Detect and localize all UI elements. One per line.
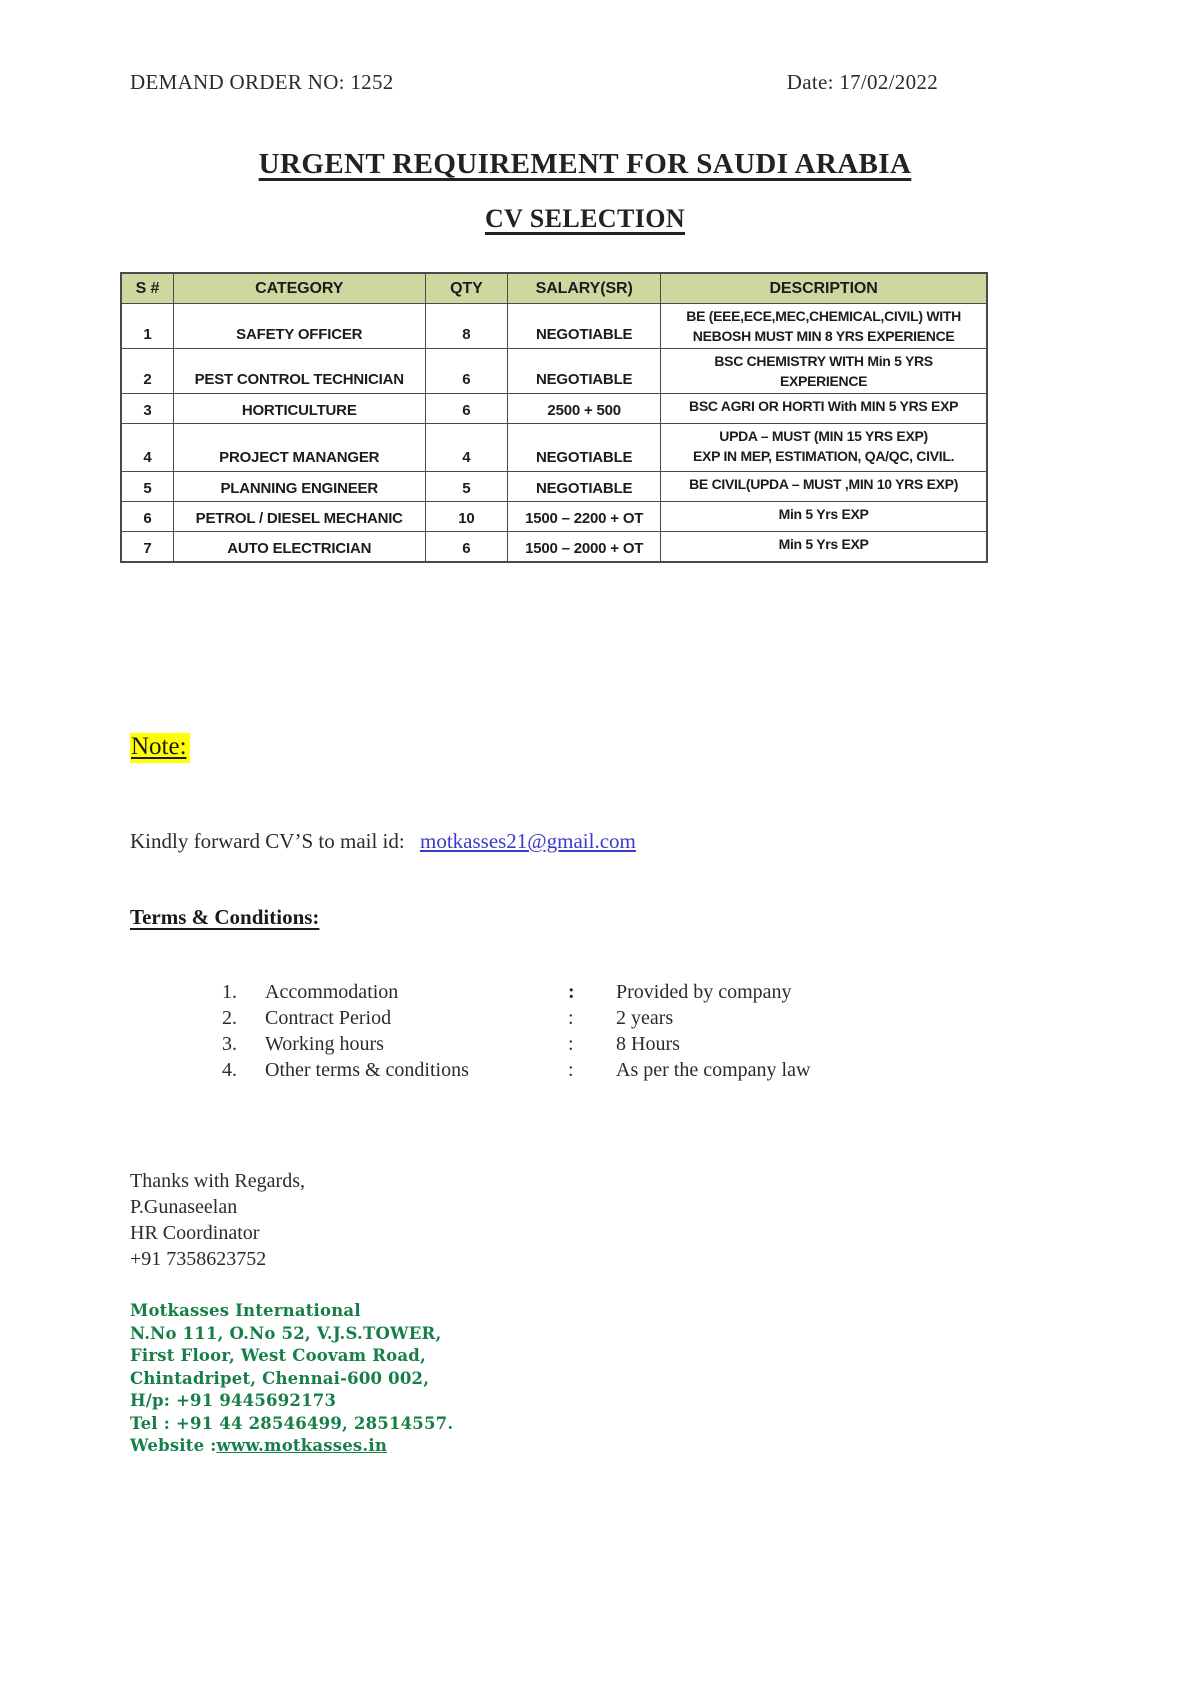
document-date: Date: 17/02/2022 xyxy=(786,70,938,94)
cell-qty: 10 xyxy=(425,502,508,532)
cell-description xyxy=(661,349,987,394)
terms-item-value: 2 years xyxy=(616,1007,674,1029)
cell-sno: 4 xyxy=(121,424,173,472)
header-qty: QTY xyxy=(425,273,508,304)
terms-item-number: 4. xyxy=(222,1059,237,1081)
cell-salary: NEGOTIABLE xyxy=(508,424,661,472)
description-line: UPDA – MUST (MIN 15 YRS EXP) xyxy=(719,428,928,444)
signature-name: P.Gunaseelan xyxy=(130,1196,238,1218)
cv-forward-text: Kindly forward CV’S to mail id: xyxy=(130,829,410,853)
jobs-table xyxy=(120,272,988,563)
main-title: URGENT REQUIREMENT FOR SAUDI ARABIA xyxy=(258,148,912,180)
cell-salary: 1500 – 2000 + OT xyxy=(508,532,661,562)
description-line: Min 5 Yrs EXP xyxy=(778,536,869,552)
table-row xyxy=(121,424,987,472)
terms-item xyxy=(222,979,810,1005)
website-label: Website : xyxy=(130,1436,217,1455)
subtitle: CV SELECTION xyxy=(484,204,686,233)
cell-qty: 8 xyxy=(425,304,508,349)
signature-regards: Thanks with Regards, xyxy=(130,1170,305,1192)
table-row xyxy=(121,349,987,394)
cell-qty: 6 xyxy=(425,532,508,562)
description-line: Min 5 Yrs EXP xyxy=(778,506,869,522)
description-line: EXPERIENCE xyxy=(779,373,868,389)
company-website-line xyxy=(130,1435,453,1458)
company-name: Motkasses International xyxy=(130,1301,361,1320)
signature-role: HR Coordinator xyxy=(130,1222,260,1244)
table-row xyxy=(121,502,987,532)
header-description: DESCRIPTION xyxy=(661,273,987,304)
terms-item-value: 8 Hours xyxy=(616,1033,680,1055)
cell-salary: NEGOTIABLE xyxy=(508,472,661,502)
cell-sno: 6 xyxy=(121,502,173,532)
header-category: CATEGORY xyxy=(173,273,425,304)
terms-item-colon: : xyxy=(568,981,575,1003)
cv-forward-line xyxy=(130,829,636,854)
terms-item-label: Other terms & conditions xyxy=(265,1059,469,1081)
signature-phone: +91 7358623752 xyxy=(130,1248,267,1270)
cell-sno: 3 xyxy=(121,394,173,424)
description-line: BE CIVIL(UPDA – MUST ,MIN 10 YRS EXP) xyxy=(689,476,959,492)
cell-salary: 2500 + 500 xyxy=(508,394,661,424)
table-row xyxy=(121,394,987,424)
header-salary: SALARY(SR) xyxy=(508,273,661,304)
description-line: BSC CHEMISTRY WITH Min 5 YRS xyxy=(714,353,933,369)
terms-item-label: Working hours xyxy=(265,1033,384,1055)
cell-description xyxy=(661,304,987,349)
terms-item xyxy=(222,1057,810,1083)
terms-item-colon: : xyxy=(568,1007,574,1029)
cell-description xyxy=(661,472,987,502)
terms-item-label: Accommodation xyxy=(265,981,399,1003)
description-line: NEBOSH MUST MIN 8 YRS EXPERIENCE xyxy=(692,328,955,344)
description-line: BE (EEE,ECE,MEC,CHEMICAL,CIVIL) WITH xyxy=(686,308,961,324)
note-label: Note: xyxy=(130,733,190,763)
cell-salary: 1500 – 2200 + OT xyxy=(508,502,661,532)
cell-category: PETROL / DIESEL MECHANIC xyxy=(173,502,425,532)
terms-item xyxy=(222,1031,810,1057)
cell-sno: 1 xyxy=(121,304,173,349)
terms-list xyxy=(222,979,810,1083)
signature-block xyxy=(130,1168,305,1272)
company-block xyxy=(130,1300,453,1458)
terms-heading: Terms & Conditions: xyxy=(130,905,320,929)
cell-sno: 5 xyxy=(121,472,173,502)
cell-category: PEST CONTROL TECHNICIAN xyxy=(173,349,425,394)
company-telephone: Tel : +91 44 28546499, 28514557. xyxy=(130,1413,454,1433)
company-handphone: H/p: +91 9445692173 xyxy=(130,1391,337,1410)
terms-item-value: As per the company law xyxy=(616,1059,811,1081)
cell-qty: 6 xyxy=(425,349,508,394)
terms-item-number: 2. xyxy=(222,1007,237,1029)
cell-category: AUTO ELECTRICIAN xyxy=(173,532,425,562)
table-row xyxy=(121,472,987,502)
cell-salary: NEGOTIABLE xyxy=(508,349,661,394)
cell-category: PLANNING ENGINEER xyxy=(173,472,425,502)
company-address-line: N.No 111, O.No 52, V.J.S.TOWER, xyxy=(130,1323,442,1343)
table-row xyxy=(121,304,987,349)
table-header-row xyxy=(121,273,987,304)
terms-item-colon: : xyxy=(568,1033,574,1055)
terms-item xyxy=(222,1005,810,1031)
terms-item-number: 3. xyxy=(222,1033,237,1055)
cell-description xyxy=(661,394,987,424)
terms-item-colon: : xyxy=(568,1059,574,1081)
cell-description xyxy=(661,502,987,532)
cell-qty: 5 xyxy=(425,472,508,502)
cell-sno: 7 xyxy=(121,532,173,562)
email-link[interactable]: motkasses21@gmail.com xyxy=(419,829,636,853)
terms-item-value: Provided by company xyxy=(616,981,792,1003)
header-sno: S # xyxy=(121,273,173,304)
cell-description xyxy=(661,532,987,562)
cell-qty: 6 xyxy=(425,394,508,424)
demand-order-number: DEMAND ORDER NO: 1252 xyxy=(130,70,394,94)
terms-item-label: Contract Period xyxy=(265,1007,392,1029)
cell-category: SAFETY OFFICER xyxy=(173,304,425,349)
cell-sno: 2 xyxy=(121,349,173,394)
cell-category: PROJECT MANANGER xyxy=(173,424,425,472)
company-address-line: Chintadripet, Chennai-600 002, xyxy=(130,1368,430,1388)
terms-item-number: 1. xyxy=(222,981,237,1003)
description-line: BSC AGRI OR HORTI With MIN 5 YRS EXP xyxy=(689,398,959,414)
website-link[interactable]: www.motkasses.in xyxy=(216,1436,388,1455)
cell-category: HORTICULTURE xyxy=(173,394,425,424)
description-line: EXP IN MEP, ESTIMATION, QA/QC, CIVIL. xyxy=(693,448,955,464)
cell-description xyxy=(661,424,987,472)
company-address-line: First Floor, West Coovam Road, xyxy=(130,1346,426,1365)
cell-qty: 4 xyxy=(425,424,508,472)
cell-salary: NEGOTIABLE xyxy=(508,304,661,349)
table-row xyxy=(121,532,987,562)
